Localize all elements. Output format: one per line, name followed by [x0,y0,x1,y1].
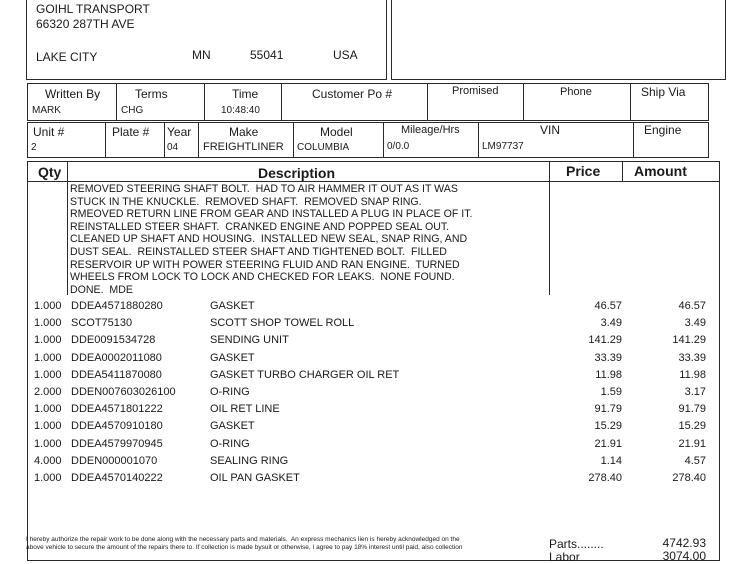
mileage-value: 0/0.0 [387,141,410,152]
row-qty: 1.000 [34,420,62,433]
customer-address: 66320 287TH AVE [36,17,135,31]
price-header: Price [566,163,601,179]
ship-via-label: Ship Via [641,85,686,99]
customer-state: MN [192,48,211,62]
terms-value: CHG [121,105,144,116]
mileage-label: Mileage/Hrs [401,124,460,136]
make-value: FREIGHTLINER [203,141,284,153]
phone-label: Phone [560,86,592,98]
row-amount: 3.49 [684,317,706,330]
row-qty: 1.000 [34,317,62,330]
row-description: GASKET [210,300,255,312]
table-row [0,454,740,471]
parts-total-value: 4742.93 [662,536,706,550]
row-amount: 4.57 [684,454,706,467]
table-row [0,316,740,333]
row-description: GASKET [210,420,255,433]
table-row [0,437,740,454]
row-part-number: DDEN000001070 [71,454,158,467]
model-label: Model [320,125,353,139]
authorization-text: I hereby authorize the repair work to be done along with the necessary parts and materials. An express mechanics lien is hereby acknowledged on the above vehicle to secure the amount of the repairs there to. If collection is made bysuit or otherwise, I agree to pay 18% interest until paid, also collection [26,536,463,551]
customer-name: GOIHL TRANSPORT [36,2,150,16]
row-price: 15.29 [594,420,622,433]
table-row [0,368,740,385]
row-description: GASKET [210,351,255,364]
row-price: 91.79 [594,403,622,416]
row-description: SEALING RING [210,454,289,467]
table-row [0,333,740,350]
written-by-value: MARK [32,105,61,116]
table-row [0,299,740,316]
row-amount: 21.91 [678,437,706,450]
row-amount: 141.29 [672,334,706,347]
row-qty: 1.000 [34,368,62,381]
row-price: 1.59 [600,386,622,398]
row-amount: 15.29 [678,420,706,433]
promised-label: Promised [452,85,499,97]
customer-city: LAKE CITY [36,50,98,64]
table-row [0,402,740,419]
row-part-number: DDEA4570140222 [71,472,163,484]
model-value: COLUMBIA [297,142,350,153]
vin-label: VIN [540,123,561,137]
row-description: SENDING UNIT [210,334,289,347]
row-qty: 1.000 [34,334,62,347]
written-by-label: Written By [45,87,101,101]
row-part-number: DDEA4571801222 [71,403,163,416]
row-amount: 91.79 [678,403,706,416]
row-amount: 33.39 [678,351,706,364]
make-label: Make [229,125,259,139]
row-part-number: DDEA4571880280 [71,300,163,312]
engine-label: Engine [644,123,682,137]
row-price: 11.98 [595,368,622,381]
qty-header: Qty [38,164,62,180]
customer-po-label: Customer Po # [312,87,393,101]
labor-total-value: 3074.00 [662,549,706,563]
year-label: Year [167,125,192,139]
table-row [0,471,740,488]
table-row [0,351,740,368]
work-description: REMOVED STEERING SHAFT BOLT. HAD TO AIR HAMMER IT OUT AS IT WAS STUCK IN THE KNUCKLE. REMOVED SHAFT. REMOVED SNAP RING. RMEOVED RETURN LINE FROM GEAR AND INSTALLED A PLUG IN PLACE OF IT. REINSTALLED STEER SHAFT. CRANKED ENGINE AND POPPED SEAL OUT. CLEANED UP SHAFT AND HOUSING. INSTALLED NEW SEAL, SNAP RING, AND DUST SEAL. REINSTALLED STEER SHAFT AND TIGHTENED BOLT. FILLED RESERVOIR UP WITH POWER STEERING FLUID AND RAN ENGINE. TURNED WHEELS FROM LOCK TO LOCK AND CHECKED FOR LEAKS. NONE FOUND. DONE. MDE [70,183,473,296]
row-price: 141.29 [588,334,622,347]
row-part-number: DDE0091534728 [71,334,156,347]
row-price: 46.57 [594,300,622,312]
customer-country: USA [333,48,358,62]
year-value: 04 [167,142,179,153]
row-part-number: DDEA0002011080 [71,351,162,364]
parts-total-label: Parts........ [549,537,604,551]
row-price: 3.49 [600,317,622,330]
customer-zip: 55041 [250,48,284,62]
row-part-number: SCOT75130 [71,317,133,330]
labor-total-label: Labor [549,550,580,564]
row-qty: 1.000 [34,351,62,364]
row-amount: 11.98 [679,368,706,381]
table-row [0,419,740,436]
time-value: 10:48:40 [221,105,260,116]
amount-header: Amount [634,163,687,179]
row-qty: 1.000 [34,437,62,450]
row-price: 21.91 [594,437,622,450]
row-description: O-RING [210,386,250,398]
row-amount: 278.40 [672,472,706,484]
terms-label: Terms [135,87,168,101]
row-description: OIL PAN GASKET [210,472,300,484]
row-qty: 1.000 [34,472,62,484]
plate-label: Plate # [112,125,150,139]
row-price: 1.14 [600,454,622,467]
row-amount: 3.17 [684,386,706,398]
row-price: 278.40 [588,472,622,484]
row-description: GASKET TURBO CHARGER OIL RET [210,368,400,381]
top-right-box [391,0,726,80]
row-description: OIL RET LINE [210,403,280,416]
row-part-number: DDEA4579970945 [71,437,163,450]
unit-value: 2 [31,142,37,153]
row-description: O-RING [210,437,250,450]
row-qty: 1.000 [34,300,62,312]
row-qty: 4.000 [34,454,62,467]
row-part-number: DDEA5411870080 [71,368,162,381]
row-qty: 1.000 [34,403,62,416]
table-row [0,385,740,402]
row-price: 33.39 [594,351,622,364]
row-qty: 2.000 [34,386,62,398]
time-label: Time [232,87,259,101]
row-amount: 46.57 [678,300,706,312]
row-description: SCOTT SHOP TOWEL ROLL [210,317,355,330]
unit-label: Unit # [33,125,65,139]
vin-value: LM97737 [482,141,524,152]
description-header: Description [258,165,336,181]
row-part-number: DDEA4570910180 [71,420,163,433]
row-part-number: DDEN007603026100 [71,386,176,398]
